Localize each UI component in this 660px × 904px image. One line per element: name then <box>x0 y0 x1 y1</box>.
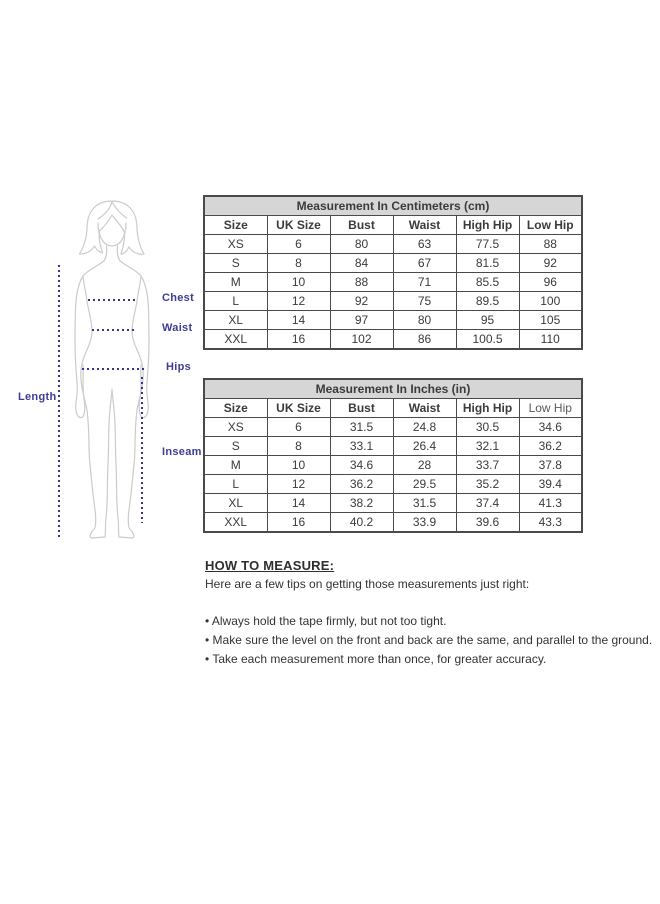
table-cell: 10 <box>267 273 330 292</box>
measure-tip: • Always hold the tape firmly, but not too tight. <box>205 612 657 631</box>
table-row <box>204 475 582 494</box>
table-cell: XS <box>204 418 267 437</box>
table-cell: 96 <box>519 273 582 292</box>
table-row <box>204 456 582 475</box>
table-row <box>204 437 582 456</box>
hips-label: Hips <box>166 361 192 373</box>
column-header: Low Hip <box>519 216 582 235</box>
column-header: Waist <box>393 216 456 235</box>
measure-tip: • Take each measurement more than once, for greater accuracy. <box>205 650 657 669</box>
table-cell: 31.5 <box>393 494 456 513</box>
table-cell: 28 <box>393 456 456 475</box>
chest-label: Chest <box>162 292 195 304</box>
table-cell: 35.2 <box>456 475 519 494</box>
table-cell: 33.1 <box>330 437 393 456</box>
table-row <box>204 235 582 254</box>
table-cell: 36.2 <box>519 437 582 456</box>
table-cell: 63 <box>393 235 456 254</box>
table-cell: 71 <box>393 273 456 292</box>
table-row <box>204 418 582 437</box>
table-cell: 8 <box>267 437 330 456</box>
table-cell: 29.5 <box>393 475 456 494</box>
left-arm-outline <box>75 276 85 418</box>
face-outline <box>98 223 126 246</box>
cm-table-container <box>203 195 583 350</box>
table-cell: 10 <box>267 456 330 475</box>
table-cell: 41.3 <box>519 494 582 513</box>
table-cell: 100.5 <box>456 330 519 350</box>
inches-table-title: Measurement In Inches (in) <box>204 379 582 399</box>
table-cell: 34.6 <box>519 418 582 437</box>
table-cell: 12 <box>267 292 330 311</box>
table-cell: 34.6 <box>330 456 393 475</box>
waist-measure-line <box>92 329 136 331</box>
table-title-row <box>204 379 582 399</box>
table-cell: 89.5 <box>456 292 519 311</box>
torso-legs-outline <box>81 261 143 538</box>
table-cell: 38.2 <box>330 494 393 513</box>
table-cell: 88 <box>330 273 393 292</box>
length-measure-line <box>58 265 60 538</box>
table-cell: 85.5 <box>456 273 519 292</box>
table-header-row <box>204 399 582 418</box>
table-cell: XS <box>204 235 267 254</box>
table-cell: 26.4 <box>393 437 456 456</box>
table-title-row <box>204 196 582 216</box>
table-row <box>204 254 582 273</box>
how-to-measure-section <box>205 558 657 669</box>
table-cell: 97 <box>330 311 393 330</box>
table-cell: 33.9 <box>393 513 456 533</box>
table-cell: 81.5 <box>456 254 519 273</box>
table-cell: 80 <box>393 311 456 330</box>
table-row <box>204 273 582 292</box>
column-header: High Hip <box>456 216 519 235</box>
table-cell: 31.5 <box>330 418 393 437</box>
table-cell: 6 <box>267 418 330 437</box>
inseam-measure-line <box>141 377 143 523</box>
table-cell: 33.7 <box>456 456 519 475</box>
column-header: Waist <box>393 399 456 418</box>
table-cell: 95 <box>456 311 519 330</box>
table-cell: 40.2 <box>330 513 393 533</box>
table-row <box>204 292 582 311</box>
table-cell: 37.4 <box>456 494 519 513</box>
column-header: Bust <box>330 216 393 235</box>
table-cell: 32.1 <box>456 437 519 456</box>
table-cell: XL <box>204 494 267 513</box>
table-cell: 14 <box>267 311 330 330</box>
table-row <box>204 330 582 350</box>
length-label: Length <box>18 391 57 403</box>
table-cell: XXL <box>204 330 267 350</box>
table-cell: 110 <box>519 330 582 350</box>
table-cell: 16 <box>267 513 330 533</box>
table-cell: 102 <box>330 330 393 350</box>
table-cell: 77.5 <box>456 235 519 254</box>
table-cell: 14 <box>267 494 330 513</box>
table-header-row <box>204 216 582 235</box>
table-cell: M <box>204 456 267 475</box>
table-cell: 88 <box>519 235 582 254</box>
table-cell: 105 <box>519 311 582 330</box>
column-header: UK Size <box>267 399 330 418</box>
table-cell: 16 <box>267 330 330 350</box>
table-cell: 84 <box>330 254 393 273</box>
column-header: Size <box>204 216 267 235</box>
table-row <box>204 513 582 533</box>
table-cell: 12 <box>267 475 330 494</box>
table-cell: 8 <box>267 254 330 273</box>
table-cell: 67 <box>393 254 456 273</box>
table-cell: 75 <box>393 292 456 311</box>
measurement-cm-table <box>203 195 583 350</box>
table-cell: 37.8 <box>519 456 582 475</box>
table-cell: M <box>204 273 267 292</box>
table-cell: 86 <box>393 330 456 350</box>
table-cell: S <box>204 254 267 273</box>
table-cell: L <box>204 292 267 311</box>
inches-table-container <box>203 378 583 533</box>
measurement-inches-table <box>203 378 583 533</box>
column-header: Size <box>204 399 267 418</box>
table-cell: 30.5 <box>456 418 519 437</box>
table-cell: 39.4 <box>519 475 582 494</box>
table-cell: L <box>204 475 267 494</box>
table-cell: 39.6 <box>456 513 519 533</box>
table-row <box>204 311 582 330</box>
table-row <box>204 494 582 513</box>
how-to-measure-heading: HOW TO MEASURE: <box>205 558 335 573</box>
table-cell: 6 <box>267 235 330 254</box>
table-cell: 24.8 <box>393 418 456 437</box>
table-cell: 36.2 <box>330 475 393 494</box>
table-cell: 92 <box>519 254 582 273</box>
column-header: High Hip <box>456 399 519 418</box>
table-cell: 43.3 <box>519 513 582 533</box>
neck-outline <box>104 246 120 261</box>
table-cell: 100 <box>519 292 582 311</box>
chest-measure-line <box>88 299 138 301</box>
inseam-label: Inseam <box>162 446 202 458</box>
waist-label: Waist <box>162 322 193 334</box>
column-header: Bust <box>330 399 393 418</box>
cm-table-title: Measurement In Centimeters (cm) <box>204 196 582 216</box>
table-cell: XXL <box>204 513 267 533</box>
measure-tip: • Make sure the level on the front and back are the same, and parallel to the ground. <box>205 631 657 650</box>
table-cell: 92 <box>330 292 393 311</box>
table-cell: XL <box>204 311 267 330</box>
table-cell: 80 <box>330 235 393 254</box>
column-header: UK Size <box>267 216 330 235</box>
hips-measure-line <box>82 368 146 370</box>
column-header: Low Hip <box>519 399 582 418</box>
hair-parting <box>98 202 127 219</box>
measure-tips-list <box>205 612 657 669</box>
how-to-measure-intro: Here are a few tips on getting those measurements just right: <box>205 577 530 591</box>
table-cell: S <box>204 437 267 456</box>
